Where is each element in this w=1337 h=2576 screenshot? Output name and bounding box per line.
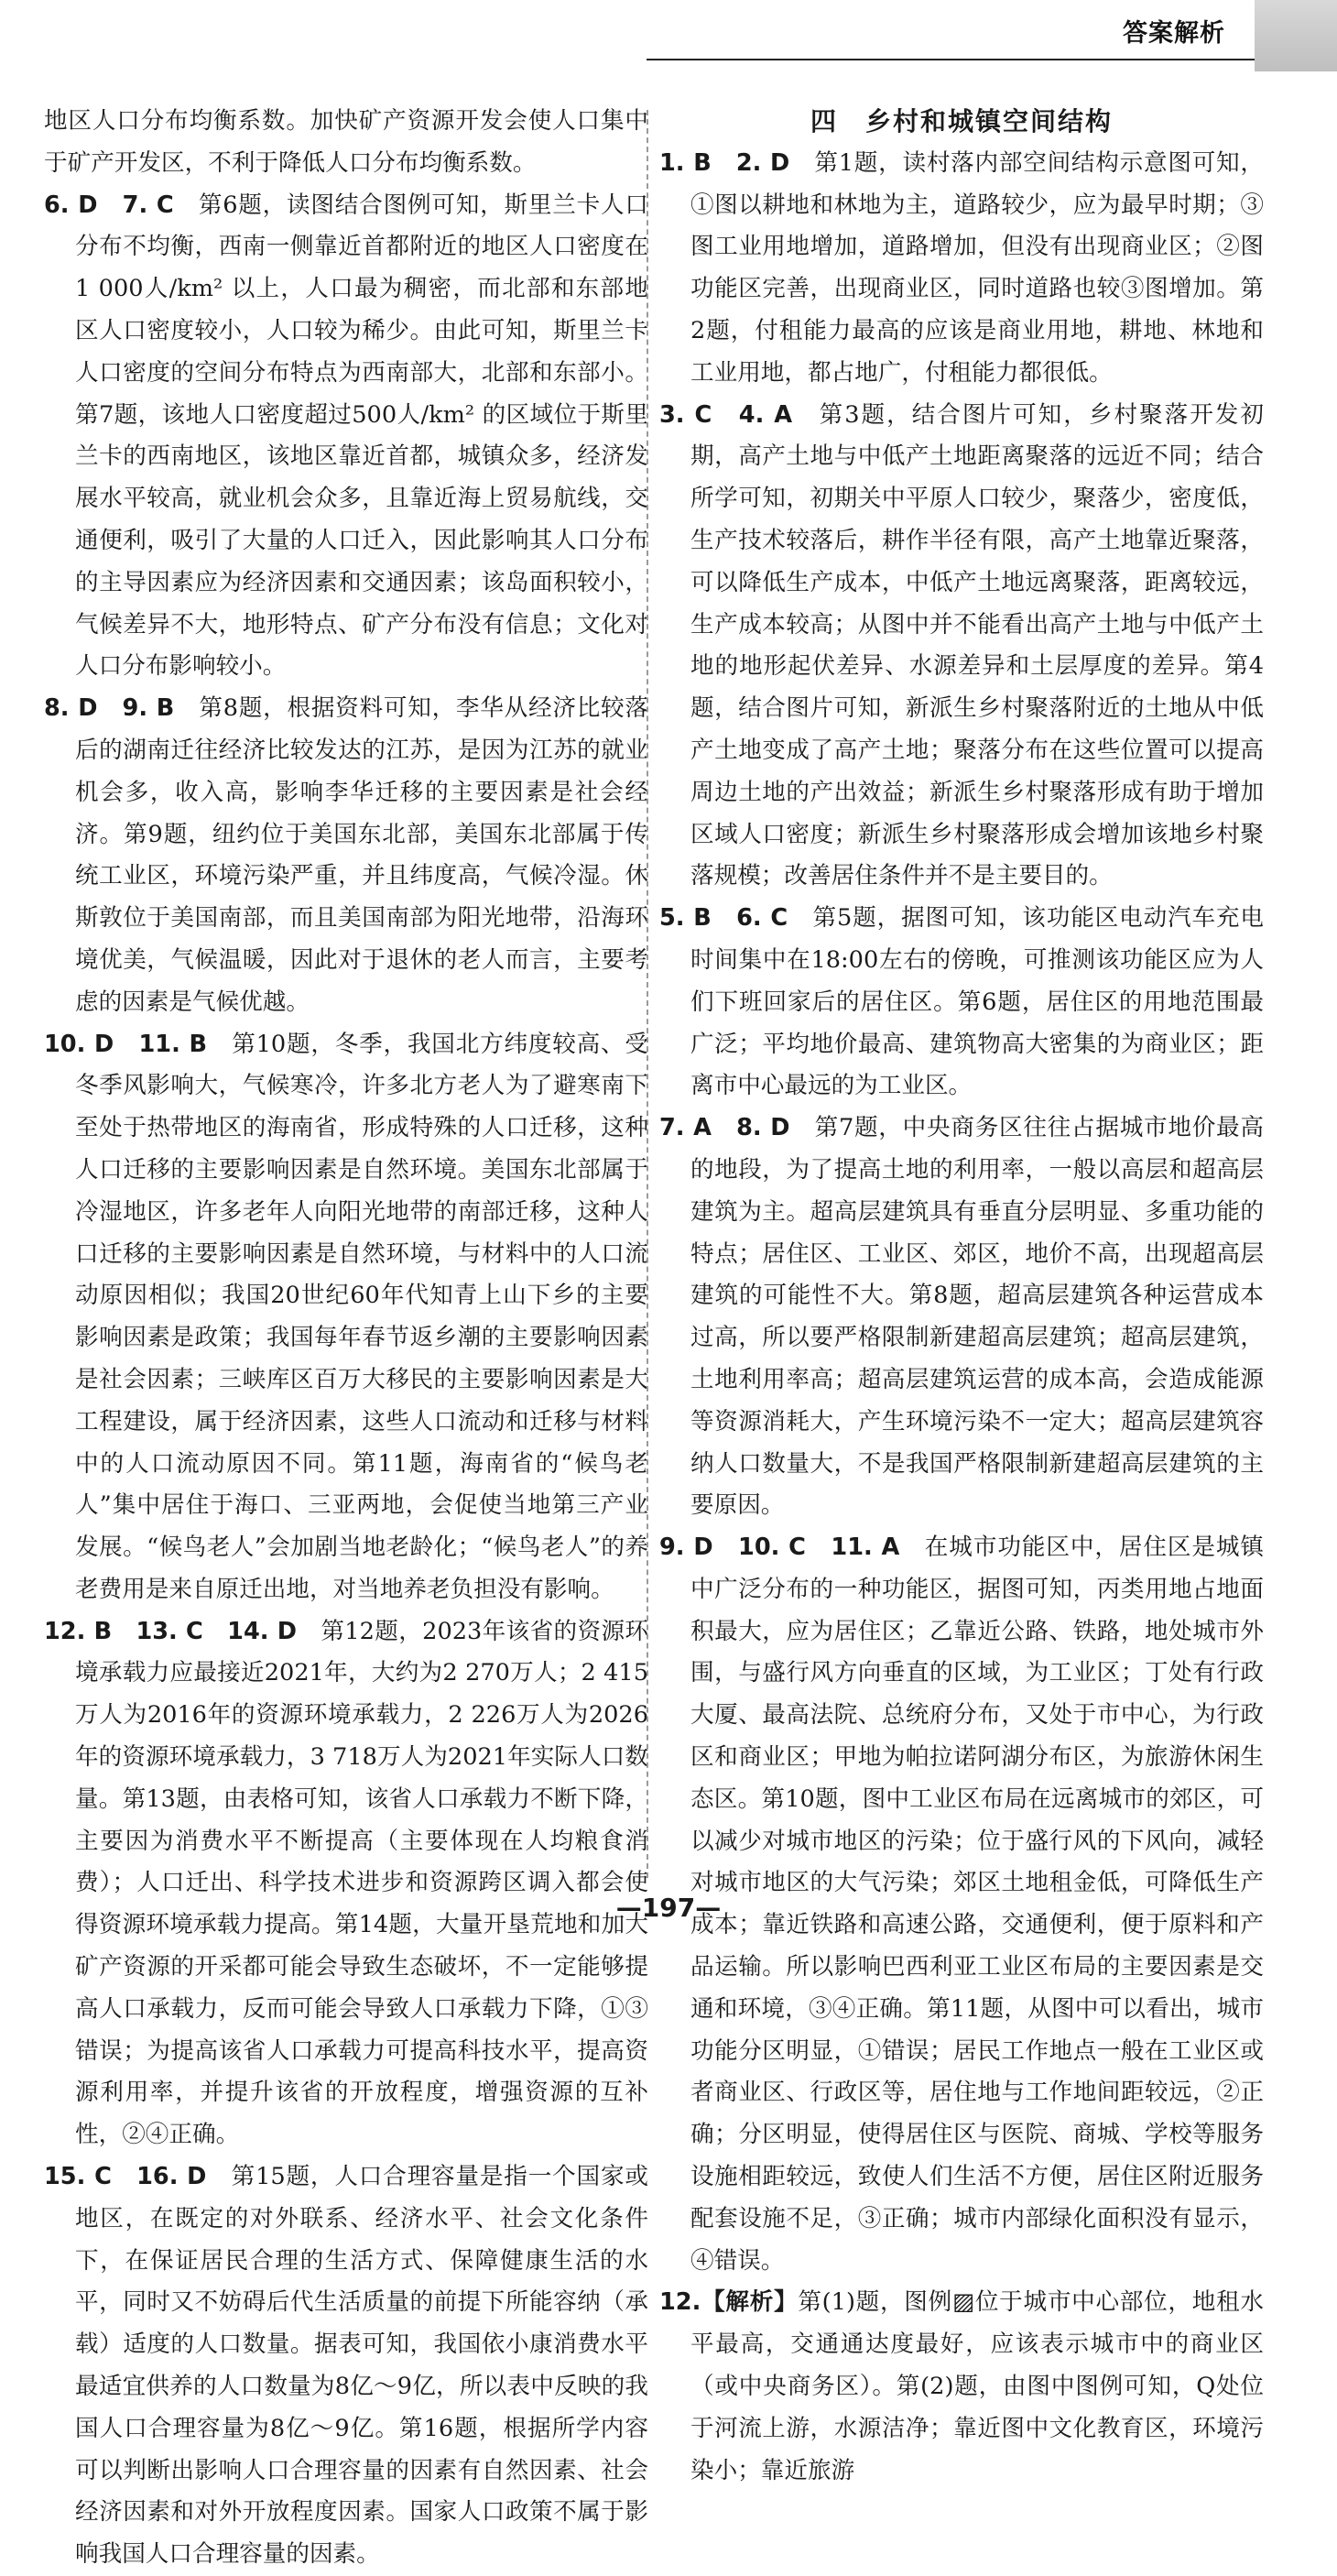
answer-paragraph (44, 2156, 648, 2576)
answer-numbers: 6. D 7. C (44, 191, 174, 219)
answer-paragraph (44, 1611, 648, 2156)
answer-paragraph (659, 2282, 1264, 2492)
paragraph-text: 地区人口分布均衡系数。加快矿产资源开发会使人口集中于矿产开发区，不利于降低人口分布均衡系数。 (44, 107, 648, 177)
right-column (659, 101, 1264, 2492)
paragraph-text: 第6题，读图结合图例可知，斯里兰卡人口分布不均衡，西南一侧靠近首都附近的地区人口密度在1 000人/km² 以上，人口最为稠密，而北部和东部地区人口密度较小，人口较为稀少。由此可知，斯里兰卡人口密度的空间分布特点为西南部大，北部和东部小。第7题，该地人口密度超过500人/km² 的区域位于斯里兰卡的西南地区，该地区靠近首都，城镇众多，经济发展水平较高，就业机会众多，且靠近海上贸易航线，交通便利，吸引了大量的人口迁入，因此影响其人口分布的主导因素应为经济因素和交通因素；该岛面积较小，气候差异不大，地形特点、矿产分布没有信息；文化对人口分布影响较小。 (75, 191, 648, 681)
answer-numbers: 3. C 4. A (659, 400, 793, 429)
answer-numbers: 12. B 13. C 14. D (44, 1617, 298, 1645)
paragraph-text: 第5题，据图可知，该功能区电动汽车充电时间集中在18:00左右的傍晚，可推测该功能区应为人们下班回家后的居住区。第6题，居住区的用地范围最广泛；平均地价最高、建筑物高大密集的为商业区；距离市中心最远的为工业区。 (690, 904, 1264, 1100)
page-number: —197— (615, 1893, 722, 1923)
answer-paragraph (659, 1108, 1264, 1527)
paragraph-text: 第8题，根据资料可知，李华从经济比较落后的湖南迁往经济比较发达的江苏，是因为江苏的就业机会多，收入高，影响李华迁移的主要因素是社会经济。第9题，纽约位于美国东北部，美国东北部属于传统工业区，环境污染严重，并且纬度高，气候冷湿。休斯敦位于美国南部，而且美国南部为阳光地带，沿海环境优美，气候温暖，因此对于退休的老人而言，主要考虑的因素是气候优越。 (75, 694, 648, 1016)
answer-paragraph (44, 1024, 648, 1611)
paragraph-text: 第10题，冬季，我国北方纬度较高、受冬季风影响大，气候寒冷，许多北方老人为了避寒南下至处于热带地区的海南省，形成特殊的人口迁移，这种人口迁移的主要影响因素是自然环境。美国东北部属于冷湿地区，许多老年人向阳光地带的南部迁移，这种人口迁移的主要影响因素是自然环境，与材料中的人口流动原因相似；我国20世纪60年代知青上山下乡的主要影响因素是政策；我国每年春节返乡潮的主要影响因素是社会因素；三峡库区百万大移民的主要影响因素是大工程建设，属于经济因素，这些人口流动和迁移与材料中的人口流动原因不同。第11题，海南省的“候鸟老人”集中居住于海口、三亚两地，会促使当地第三产业发展。“候鸟老人”会加剧当地老龄化；“候鸟老人”的养老费用是来自原迁出地，对当地养老负担没有影响。 (75, 1030, 648, 1603)
header-tab (1255, 0, 1337, 71)
paragraph-text: 第1题，读村落内部空间结构示意图可知，①图以耕地和林地为主，道路较少，应为最早时期；③图工业用地增加，道路增加，但没有出现商业区；②图功能区完善，出现商业区，同时道路也较③图增加。第2题，付租能力最高的应该是商业用地，耕地、林地和工业用地，都占地广，付租能力都很低。 (690, 148, 1264, 387)
answer-numbers: 1. B 2. D (659, 148, 790, 177)
paragraph-text: 第3题，结合图片可知，乡村聚落开发初期，高产土地与中低产土地距离聚落的远近不同；结合所学可知，初期关中平原人口较少，聚落少，密度低，生产技术较落后，耕作半径有限，高产土地靠近聚落，可以降低生产成本，中低产土地远离聚落，距离较远，生产成本较高；从图中并不能看出高产土地与中低产土地的地形起伏差异、水源差异和土层厚度的差异。第4题，结合图片可知，新派生乡村聚落附近的土地从中低产土地变成了高产土地；聚落分布在这些位置可以提高周边土地的产出效益；新派生乡村聚落形成有助于增加区域人口密度；新派生乡村聚落形成会增加该地乡村聚落规模；改善居住条件并不是主要目的。 (690, 400, 1264, 890)
answer-paragraph (44, 185, 648, 689)
header-label: 答案解析 (1123, 19, 1225, 48)
answer-numbers: 9. D 10. C 11. A (659, 1534, 900, 1562)
section-title: 四 乡村和城镇空间结构 (810, 106, 1113, 136)
answer-paragraph (659, 395, 1264, 899)
answer-numbers: 8. D 9. B (44, 694, 175, 723)
answer-numbers: 7. A 8. D (659, 1114, 790, 1142)
answer-numbers: 10. D 11. B (44, 1030, 208, 1058)
answer-numbers: 12.【解析】 (659, 2288, 799, 2317)
paragraph-text: 第12题，2023年该省的资源环境承载力应最接近2021年，大约为2 270万人；2 415万人为2016年的资源环境承载力，2 226万人为2026年的资源环境承载力，3 718万人为2021年实际人口数量。第13题，由表格可知，该省人口承载力不断下降，主要因为消费水平不断提高（主要体现在人均粮食消费）；人口迁出、科学技术进步和资源跨区调入都会使得资源环境承载力提高。第14题，大量开垦荒地和加大矿产资源的开采都可能会导致生态破坏，不一定能够提高人口承载力，反而可能会导致人口承载力下降，①③错误；为提高该省人口承载力可提高科技水平，提高资源利用率，并提升该省的开放程度，增强资源的互补性，②④正确。 (75, 1617, 648, 2149)
answer-numbers: 15. C 16. D (44, 2163, 207, 2191)
answer-paragraph (659, 143, 1264, 395)
column-divider (647, 110, 648, 1878)
paragraph-text: 在城市功能区中，居住区是城镇中广泛分布的一种功能区，据图可知，丙类用地占地面积最大，应为居住区；乙靠近公路、铁路，地处城市外围，与盛行风方向垂直的区域，为工业区；丁处有行政大厦、最高法院、总统府分布，又处于市中心，为行政区和商业区；甲地为帕拉诺阿湖分布区，为旅游休闲生态区。第10题，图中工业区布局在远离城市的郊区，可以减少对城市地区的污染；位于盛行风的下风向，减轻对城市地区的大气污染；郊区土地租金低，可降低生产成本；靠近铁路和高速公路，交通便利，便于原料和产品运输。所以影响巴西利亚工业区布局的主要因素是交通和环境，③④正确。第11题，从图中可以看出，城市功能分区明显，①错误；居民工作地点一般在工业区或者商业区、行政区等，居住地与工作地间距较远，②正确；分区明显，使得居住区与医院、商城、学校等服务设施相距较远，致使人们生活不方便，居住区附近服务配套设施不足，③正确；城市内部绿化面积没有显示，④错误。 (690, 1534, 1264, 2275)
answer-paragraph (44, 688, 648, 1023)
paragraph-text: 第7题，中央商务区往往占据城市地价最高的地段，为了提高土地的利用率，一般以高层和超高层建筑为主。超高层建筑具有垂直分层明显、多重功能的特点；居住区、工业区、郊区，地价不高，出现超高层建筑的可能性不大。第8题，超高层建筑各种运营成本过高，所以要严格限制新建超高层建筑；超高层建筑，土地利用率高；超高层建筑运营的成本高，会造成能源等资源消耗大，产生环境污染不一定大；超高层建筑容纳人口数量大，不是我国严格限制新建超高层建筑的主要原因。 (690, 1114, 1264, 1520)
answer-paragraph (659, 898, 1264, 1108)
left-column (44, 101, 648, 2576)
header-rule (647, 59, 1255, 60)
answer-numbers: 5. B 6. C (659, 904, 788, 933)
paragraph-text: 第15题，人口合理容量是指一个国家或地区，在既定的对外联系、经济水平、社会文化条件下，在保证居民合理的生活方式、保障健康生活的水平，同时又不妨碍后代生活质量的前提下所能容纳（承载）适度的人口数量。据表可知，我国依小康消费水平最适宜供养的人口数量为8亿～9亿，所以表中反映的我国人口合理容量为8亿～9亿。第16题，根据所学内容可以判断出影响人口合理容量的因素有自然因素、社会经济因素和对外开放程度因素。国家人口政策不属于影响我国人口合理容量的因素。 (75, 2163, 648, 2569)
paragraph (44, 101, 648, 185)
paragraph-text: 第(1)题，图例▨位于城市中心部位，地租水平最高，交通通达度最好，应该表示城市中的商业区（或中央商务区）。第(2)题，由图中图例可知，Q处位于河流上游，水源洁净；靠近图中文化教育区，环境污染小；靠近旅游 (690, 2288, 1264, 2484)
